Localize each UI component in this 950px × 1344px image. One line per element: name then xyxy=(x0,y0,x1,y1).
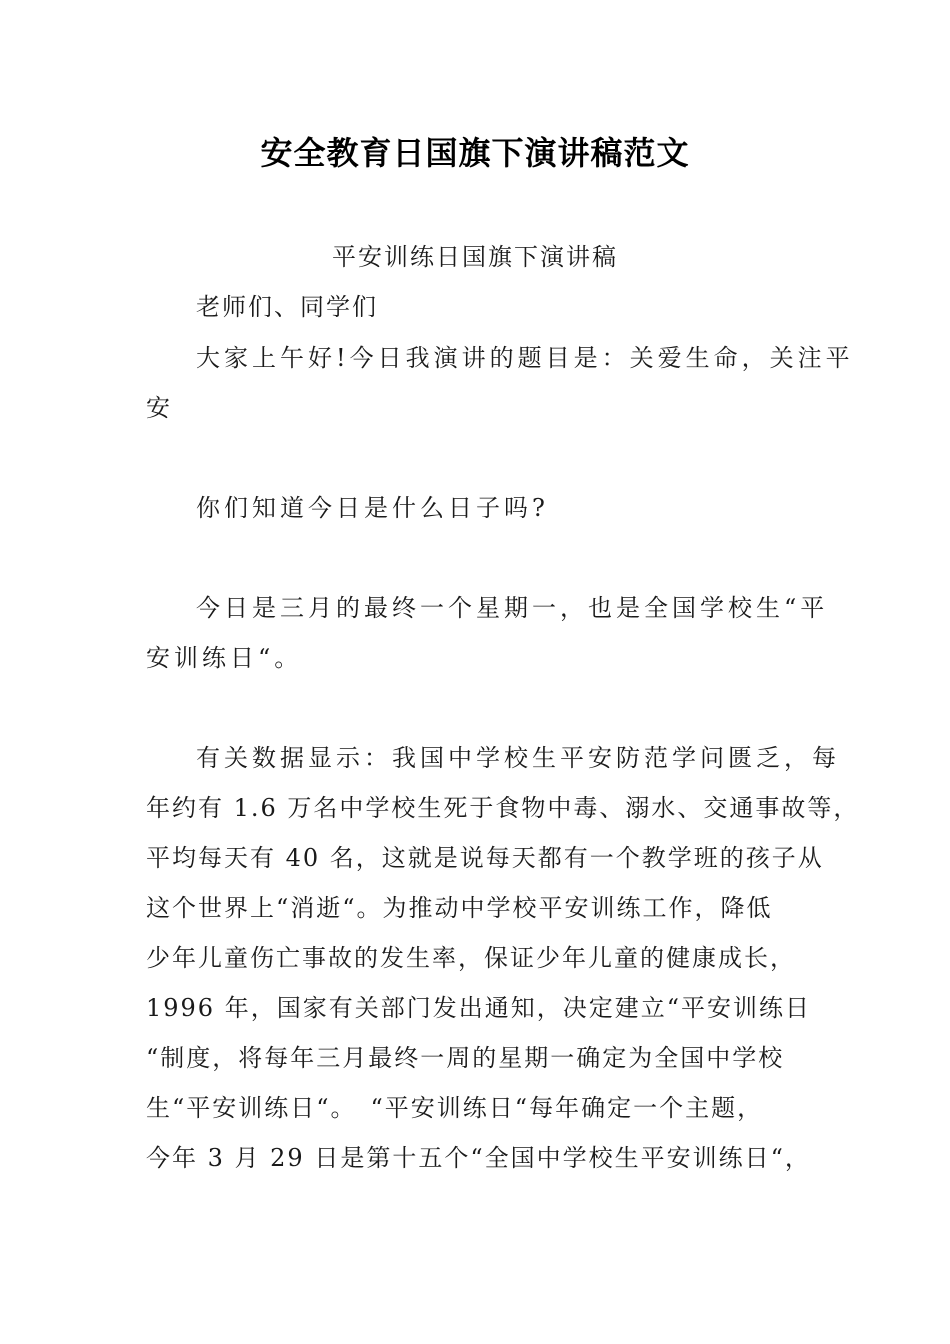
paragraph-3-line-2: 安训练日“。 xyxy=(146,644,303,672)
document-title: 安全教育日国旗下演讲稿范文 xyxy=(260,134,690,172)
paragraph-1-line-1: 大家上午好!今日我演讲的题目是：关爱生命，关注平 xyxy=(196,344,854,372)
paragraph-4-line-4: 这个世界上“消逝“。为推动中学校平安训练工作，降低 xyxy=(146,894,773,922)
paragraph-4-line-5: 少年儿童伤亡事故的发生率，保证少年儿童的健康成长， xyxy=(146,944,796,972)
paragraph-4-line-9: 今年 3 月 29 日是第十五个“全国中学校生平安训练日“， xyxy=(146,1144,811,1172)
paragraph-4-line-3: 平均每天有 40 名，这就是说每天都有一个教学班的孩子从 xyxy=(146,844,824,872)
paragraph-2-line-1: 你们知道今日是什么日子吗? xyxy=(196,494,549,522)
salutation: 老师们、同学们 xyxy=(196,293,378,321)
speech-subtitle: 平安训练日国旗下演讲稿 xyxy=(332,243,618,271)
paragraph-4-line-7: “制度，将每年三月最终一周的星期一确定为全国中学校 xyxy=(146,1044,785,1072)
paragraph-4-line-8: 生“平安训练日“。 “平安训练日“每年确定一个主题， xyxy=(146,1094,764,1122)
paragraph-4-line-1: 有关数据显示：我国中学校生平安防范学问匮乏，每 xyxy=(196,744,840,772)
paragraph-1-line-2: 安 xyxy=(146,394,172,422)
paragraph-4-line-2: 年约有 1.6 万名中学校生死于食物中毒、溺水、交通事故等， xyxy=(146,794,860,822)
paragraph-3-line-1: 今日是三月的最终一个星期一，也是全国学校生“平 xyxy=(196,594,829,622)
paragraph-4-line-6: 1996 年，国家有关部门发出通知，决定建立“平安训练日 xyxy=(146,994,811,1022)
